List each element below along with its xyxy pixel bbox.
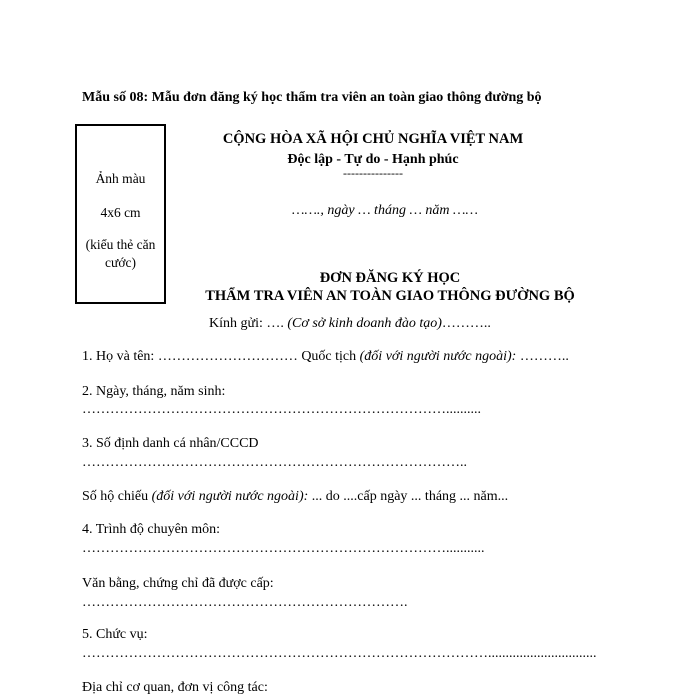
field-full-name-suffix: ………..: [516, 349, 569, 364]
field-birth-date-label: 2. Ngày, tháng, năm sinh:: [82, 384, 226, 399]
date-line: ……., ngày … tháng … năm ……: [292, 203, 478, 218]
field-passport-note: (đối với người nước ngoài):: [151, 489, 309, 504]
recipient-line: [209, 316, 491, 332]
recipient-placeholder: (Cơ sở kinh doanh đào tạo): [287, 316, 442, 331]
field-position-label: 5. Chức vụ:: [82, 627, 148, 642]
field-passport: [82, 489, 508, 505]
recipient-prefix: Kính gửi: ….: [209, 316, 288, 331]
recipient-suffix: ………..: [441, 316, 491, 331]
field-position-dots: ……………………………………………………………………………...............................: [82, 646, 597, 661]
field-full-name: [82, 349, 569, 365]
field-id-number-dots: ………………………………………………………………………..: [82, 455, 467, 470]
field-nationality-note: (đối với người nước ngoài):: [359, 349, 517, 364]
field-workplace-label: Địa chỉ cơ quan, đơn vị công tác:: [82, 680, 268, 695]
field-certificates-label: Văn bằng, chứng chỉ đã được cấp:: [82, 576, 274, 591]
field-passport-prefix: Số hộ chiếu: [82, 489, 152, 504]
field-birth-date-dots: ……………………………………………………………………..........: [82, 402, 481, 417]
document-title-line2: THẨM TRA VIÊN AN TOÀN GIAO THÔNG ĐƯỜNG BỘ: [205, 288, 575, 304]
photo-label-line1: Ảnh màu: [95, 171, 146, 186]
national-motto: Độc lập - Tự do - Hạnh phúc: [287, 152, 459, 167]
field-id-number-label: 3. Số định danh cá nhân/CCCD: [82, 436, 259, 451]
field-passport-suffix: ... do ....cấp ngày ... tháng ... năm...: [308, 489, 509, 504]
photo-label-type: (kiểu thẻ căn cước): [85, 237, 156, 270]
national-title: CỘNG HÒA XÃ HỘI CHỦ NGHĨA VIỆT NAM: [222, 131, 524, 147]
field-full-name-prefix: 1. Họ và tên: ………………………… Quốc tịch: [82, 349, 360, 364]
field-qualification-dots: ……………………………………………………………………...........: [82, 541, 485, 556]
motto-divider: ---------------: [343, 166, 403, 180]
photo-placeholder-box: [75, 124, 166, 304]
form-title: Mẫu số 08: Mẫu đơn đăng ký học thẩm tra viên an toàn giao thông đường bộ: [82, 90, 542, 105]
document-title-line1: ĐƠN ĐĂNG KÝ HỌC: [319, 270, 461, 286]
photo-label-size: 4x6 cm: [100, 205, 141, 220]
field-certificates-dots: …………………………………………………………….: [82, 595, 408, 610]
field-qualification-label: 4. Trình độ chuyên môn:: [82, 522, 221, 537]
